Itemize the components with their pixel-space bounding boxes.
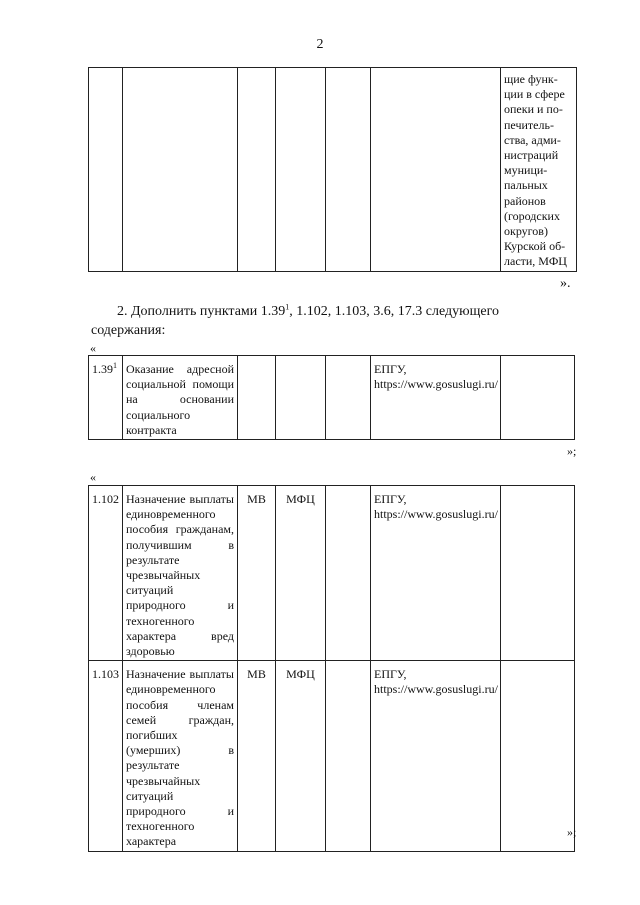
opening-quote: « [90,341,96,355]
portal-cell: ЕПГУ, https://www.gosuslugi.ru/ [371,356,501,440]
paragraph-text: , 1.102, 1.103, 3.6, 17.3 следующего [289,304,499,319]
table-cell [501,486,575,661]
service-table-b [88,485,575,852]
service-number: 1.102 [89,486,123,661]
portal-cell: ЕПГУ, https://www.gosuslugi.ru/ [371,486,501,661]
closing-quote: »; [567,444,577,458]
authority-line: щие функ- [504,72,558,86]
service-name: Назначение выплаты единовременного пособия членам семей граждан, погибших (умерших) в результате чрезвычайных ситуаций природного и техногенного характера [123,661,238,851]
service-name: Назначение выплаты единовременного пособия гражданам, получившим в результате чрезвычайных ситуаций природного и техногенного характера вред здоровью [123,486,238,661]
authority-line: (городских [504,208,560,223]
provider-code: МФЦ [276,486,326,661]
table-cell [501,356,575,440]
authority-line: ласти, МФЦ [504,254,567,269]
authority-line: Курской об- [504,239,566,254]
table-cell [326,356,371,440]
authority-line: округов) [504,224,548,239]
service-table-a [88,355,575,440]
authority-code: МВ [238,486,276,661]
table-cell [326,661,371,851]
table-cell [276,356,326,440]
portal-cell: ЕПГУ, https://www.gosuslugi.ru/ [371,661,501,851]
table-cell [123,68,238,272]
authority-line: опеки и по- [504,102,563,117]
authority-line: ства, адми- [504,132,561,147]
service-number: 1.39$^1$ [89,356,123,440]
authority-line: пальных [504,178,548,193]
table-cell [326,486,371,661]
opening-quote: « [90,470,96,484]
authority-line: нистраций [504,148,559,163]
service-name: Оказание адресной социальной помощи на основании социального контракта [123,356,238,440]
table-cell [238,356,276,440]
authority-code: МВ [238,661,276,851]
page-number: 2 [316,37,324,52]
top-continuation-table [88,67,577,272]
table-cell [238,68,276,272]
authority-cell [501,68,577,272]
table-cell [371,68,501,272]
closing-quote: »; [567,825,577,839]
table-row [89,661,575,851]
authority-line: районов [504,193,546,208]
table-row [89,356,575,440]
authority-line: ции в сфере [504,87,565,102]
paragraph-text: 2. Дополнить пунктами 1.39 [117,304,286,319]
table-cell [326,68,371,272]
paragraph-text: содержания: [91,323,166,338]
provider-code: МФЦ [276,661,326,851]
table-row [89,486,575,661]
amendment-paragraph [91,302,581,340]
superscript: 1 [285,302,290,312]
authority-line: муници- [504,163,548,178]
service-number: 1.103 [89,661,123,851]
table-cell [276,68,326,272]
closing-quote: ». [560,276,571,291]
table-cell [501,661,575,851]
authority-line: печитель- [504,117,554,132]
table-cell [89,68,123,272]
